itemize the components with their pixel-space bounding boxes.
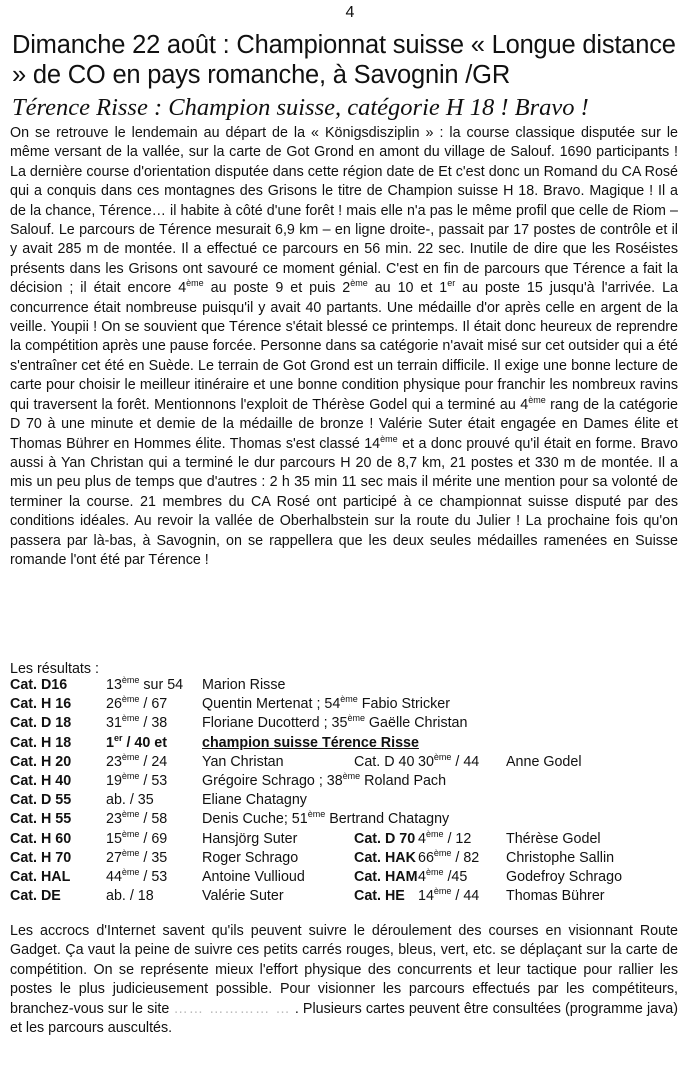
- competitor-name: Valérie Suter: [202, 888, 284, 905]
- competitor-name: Fabio Stricker: [357, 696, 450, 713]
- competitor-name: Christophe Sallin: [506, 849, 615, 866]
- body-segment: On se retrouve le lendemain au départ de la « Königsdisziplin » : la course classique disputée sur le même versant de la vallée, sur la carte de Got Grond en amont du village de Salouf. 1690 participants ! La dernière course d'orientation disputée dans cette région date de Et c'est donc un Romand du CA Rosé qui a conquis dans ces montagnes des Grisons le titre de Champion suisse H 18. Bravo. Magique ! Il a de la chance, Térence… il habite à côté d'une forêt ! mais elle n'a pas le même profil que celle de Riom – Salouf. Le parcours de Térence mesurait 6,9 km – en ligne droite-, passait par 17 postes de contrôle et il y avait 285 m de montée. Il a effectué ce parcours en 56 min. 22 sec. Inutile de dire que les Roséistes présents dans les Grisons ont savouré ce moment génial. C'est en fin de parcours que Térence a fait la décision ; il était encore 4: [10, 125, 678, 297]
- rank-total: / 67: [139, 696, 168, 713]
- rank-value: 31: [106, 715, 122, 732]
- result-category: Cat. H 55: [10, 811, 72, 828]
- footer-segment: Les accrocs d'Internet savent qu'ils peuvent suivre le déroulement des courses en visionnant Route Gadget. Ça vaut la peine de suivre ces petits carrés rouges, bleus, vert, etc. se déplaçant sur la carte de compétition. On se représente mieux l'effort physique des concurrents et leur tactique pour rallier les postes le plus judicieusement possible. Pour visionner les parcours effectués par les compétiteurs, branchez-vous sur le site: [10, 923, 678, 1017]
- rank-suffix: ème: [347, 713, 365, 724]
- rank-suffix: ème: [121, 675, 140, 686]
- rank-total: / 53: [139, 773, 168, 790]
- rank-total: / 44: [451, 888, 480, 905]
- result-name: [202, 849, 354, 868]
- rank-value: 30: [418, 753, 434, 770]
- results-heading: Les résultats :: [10, 661, 99, 677]
- rank-suffix: ème: [425, 867, 444, 878]
- result-category: Cat. HAL: [10, 869, 71, 886]
- result-name: [202, 714, 690, 733]
- rank-suffix: ème: [121, 809, 140, 820]
- results-table: [10, 676, 690, 906]
- rank-value: 1: [106, 734, 114, 751]
- result-row: [10, 791, 690, 810]
- headline: Dimanche 22 août : Championnat suisse « Longue distance » de CO en pays romanche, à Savognin /GR: [12, 31, 676, 89]
- result-rank: [106, 791, 202, 810]
- competitor-name: champion suisse Térence Risse: [202, 734, 419, 751]
- result-category: Cat. H 18: [10, 734, 72, 751]
- result-rank: [106, 868, 202, 887]
- rank-total: / 12: [443, 830, 472, 847]
- competitor-name: Roland Pach: [360, 773, 447, 790]
- result-rank: [106, 887, 202, 906]
- superscript: er: [447, 278, 456, 289]
- superscript: ème: [186, 278, 204, 289]
- result-category: Cat. D 18: [10, 715, 72, 732]
- body-segment: rang de la catégorie D 70 à une minute et demie de la médaille de bronze ! Valérie Suter était engagée en Dames élite et Thomas Bührer en Hommes élite. Thomas s'est classé 14: [10, 396, 678, 452]
- rank-total: / 35: [125, 792, 154, 809]
- article-body: [10, 124, 678, 570]
- result-category: Cat. H 60: [10, 830, 72, 847]
- result-name: [202, 734, 690, 753]
- result-rank: [106, 714, 202, 733]
- page-number: 4: [345, 4, 355, 21]
- result-category: Cat. H 40: [10, 773, 72, 790]
- rank-total: / 53: [139, 869, 168, 886]
- result-rank: [106, 734, 202, 753]
- rank-suffix: ème: [307, 809, 326, 820]
- rank-value: 27: [106, 849, 122, 866]
- body-segment: et a donc prouvé qu'il était en forme. Bravo aussi à Yan Christan qui a terminé le dur parcours H 20 de 8,7 km, 21 postes et 330 m de montée. Il a mis un peu plus de temps que d'autres : 2 h 35 min 11 sec mais il mérite une mention pour sa volonté de terminer la course. 21 membres du CA Rosé ont participé à ce championnat suisse disputé par des conditions idéales. Au revoir la vallée de Oberhalbstein sur la route du Julier ! La prochaine fois qu'on passera par là-bas, à Savognin, on se rappellera que les deux seules médailles ramenées en Suisse romande l'ont été par Térence !: [10, 435, 678, 568]
- result-name: [202, 810, 690, 829]
- result-category: Cat. D16: [10, 677, 68, 693]
- result-category: Cat. DE: [10, 888, 61, 905]
- rank-value: 13: [106, 677, 122, 693]
- competitor-name: Thérèse Godel: [506, 830, 601, 847]
- rank-total: / 35: [139, 849, 168, 866]
- body-segment: au poste 15 jusqu'à l'arrivée. La concurrence était nombreuse puisqu'il y avait 40 partants. Une médaille d'or après celle en argent de la veille. Youpii ! On se souvient que Térence s'était blessé ce printemps. Il était donc heureux de reprendre la compétition après une pause forcée. Personne dans sa catégorie n'avait misé sur cet outsider qui a été s'entraîner cet été en Suède. Le terrain de Got Grond est un terrain difficile. Il exige une bonne lecture de carte pour choisir le meilleur itinéraire et une bonne condition physique pour franchir les nombreux ravins qui traversent la forêt. Mentionnons l'exploit de Thérèse Godel qui a terminé au 4: [10, 280, 678, 413]
- result-category: Cat. H 20: [10, 753, 72, 770]
- rank-value: 66: [418, 849, 434, 866]
- rank-suffix: ème: [121, 828, 140, 839]
- rank-total: / 38: [139, 715, 168, 732]
- competitor-name: Hansjörg Suter: [202, 830, 298, 847]
- site-link[interactable]: …… ………… …: [173, 1000, 291, 1017]
- competitor-name: Eliane Chatagny: [202, 792, 307, 809]
- superscript: ème: [350, 278, 368, 289]
- result-category: Cat. HE: [354, 888, 405, 905]
- competitor-name: Bertrand Chatagny: [325, 811, 450, 828]
- rank-total: / 24: [139, 753, 168, 770]
- rank-suffix: ème: [121, 694, 140, 705]
- rank-suffix: er: [113, 732, 123, 743]
- result-row: [10, 695, 690, 714]
- result-rank: [106, 830, 202, 849]
- rank-value: 4: [418, 830, 426, 847]
- rank-total: / 18: [125, 888, 154, 905]
- rank-suffix: ème: [121, 713, 140, 724]
- rank-suffix: ème: [121, 848, 140, 859]
- rank-suffix: ème: [433, 886, 452, 897]
- superscript: ème: [528, 394, 546, 405]
- result-row: [10, 849, 690, 868]
- rank-suffix: ème: [433, 752, 452, 763]
- superscript: ème: [380, 433, 398, 444]
- result-category: Cat. D 70: [354, 830, 416, 847]
- result-name: [202, 887, 354, 906]
- body-segment: au 10 et 1: [367, 280, 448, 297]
- result-row: [10, 830, 690, 849]
- result-row: [10, 810, 690, 829]
- competitor-name: Denis Cuche; 51: [202, 811, 308, 828]
- rank-value: ab.: [106, 888, 126, 905]
- result-row: [10, 734, 690, 753]
- rank-total: / 69: [139, 830, 168, 847]
- result-name: [202, 868, 354, 887]
- result-name: [202, 791, 690, 810]
- rank-total: / 44: [451, 753, 480, 770]
- rank-suffix: ème: [342, 771, 361, 782]
- result-rank: [418, 849, 506, 868]
- result-category: Cat. D 40: [354, 753, 415, 770]
- competitor-name: Gaëlle Christan: [364, 715, 468, 732]
- competitor-name: Floriane Ducotterd ; 35: [202, 715, 348, 732]
- result-rank: [418, 887, 506, 906]
- result-name: [202, 695, 690, 714]
- result-category: Cat. H 16: [10, 696, 72, 713]
- result-name: [202, 676, 690, 695]
- rank-value: 14: [418, 888, 434, 905]
- result-name: [202, 830, 354, 849]
- result-rank: [418, 868, 506, 887]
- competitor-name: Yan Christan: [202, 753, 284, 770]
- result-row: [10, 714, 690, 733]
- result-row: [10, 753, 690, 772]
- rank-total: / 40 et: [122, 734, 167, 751]
- rank-suffix: ème: [121, 771, 140, 782]
- rank-suffix: ème: [433, 848, 452, 859]
- rank-value: 44: [106, 869, 122, 886]
- result-rank: [106, 810, 202, 829]
- result-row: [10, 772, 690, 791]
- result-row: [10, 887, 690, 906]
- competitor-name: Anne Godel: [506, 753, 582, 770]
- competitor-name: Roger Schrago: [202, 849, 299, 866]
- result-rank: [106, 753, 202, 772]
- result-name: [202, 772, 690, 791]
- rank-suffix: ème: [121, 867, 140, 878]
- result-name: [202, 753, 354, 772]
- footer-paragraph: [10, 922, 678, 1038]
- rank-total: / 58: [139, 811, 168, 828]
- rank-value: 23: [106, 811, 122, 828]
- competitor-name: Antoine Vullioud: [202, 869, 305, 886]
- rank-suffix: ème: [425, 828, 444, 839]
- result-row: [10, 676, 690, 695]
- rank-value: 23: [106, 753, 122, 770]
- result-category: Cat. D 55: [10, 792, 72, 809]
- footer-segment: . Plusieurs cartes peuvent être consultées (programme java) et les parcours auscultés.: [10, 1000, 678, 1037]
- rank-total: / 82: [451, 849, 480, 866]
- result-rank: [106, 676, 202, 695]
- result-category: Cat. H 70: [10, 849, 72, 866]
- rank-total: /45: [443, 869, 468, 886]
- result-rank: [418, 753, 506, 772]
- competitor-name: Grégoire Schrago ; 38: [202, 773, 343, 790]
- result-rank: [418, 830, 506, 849]
- result-rank: [106, 695, 202, 714]
- rank-value: 4: [418, 869, 426, 886]
- result-category: Cat. HAM: [354, 869, 418, 886]
- result-rank: [106, 772, 202, 791]
- subheadline: Térence Risse : Champion suisse, catégorie H 18 ! Bravo !: [12, 94, 589, 121]
- competitor-name: Marion Risse: [202, 677, 286, 693]
- rank-total: sur 54: [139, 677, 184, 693]
- result-category: Cat. HAK: [354, 849, 416, 866]
- rank-value: 26: [106, 696, 122, 713]
- rank-suffix: ème: [121, 752, 140, 763]
- competitor-name: Thomas Bührer: [506, 888, 605, 905]
- competitor-name: Godefroy Schrago: [506, 869, 623, 886]
- rank-suffix: ème: [340, 694, 358, 705]
- rank-value: ab.: [106, 792, 126, 809]
- competitor-name: Quentin Mertenat ; 54: [202, 696, 341, 713]
- rank-value: 15: [106, 830, 122, 847]
- result-row: [10, 868, 690, 887]
- body-segment: au poste 9 et puis 2: [203, 280, 351, 297]
- result-rank: [106, 849, 202, 868]
- rank-value: 19: [106, 773, 122, 790]
